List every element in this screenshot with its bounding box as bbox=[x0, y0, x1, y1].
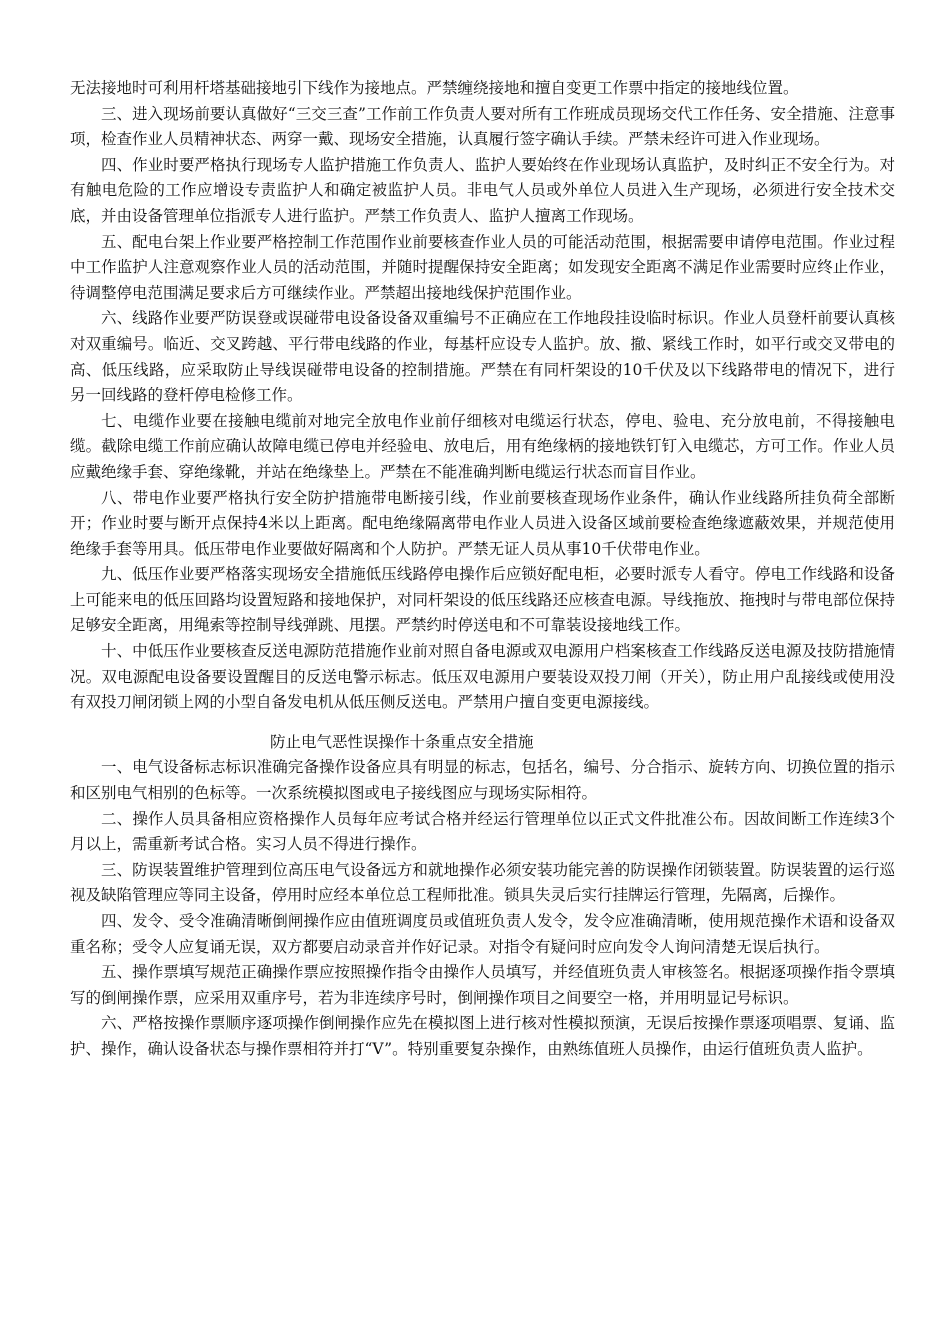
paragraph-measure-4: 四、作业时要严格执行现场专人监护措施工作负责人、监护人要始终在作业现场认真监护，及时纠正不安全行为。对有触电危险的工作应增设专责监护人和确定被监护人员。非电气人员或外单位人员进入生产现场，必须进行安全技术交底，并由设备管理单位指派专人进行监护。严禁工作负责人、监护人擅离工作现场。 bbox=[70, 155, 895, 225]
paragraph-operation-2: 二、操作人员具备相应资格操作人员每年应考试合格并经运行管理单位以正式文件批准公布。因故间断工作连续3个月以上，需重新考试合格。实习人员不得进行操作。 bbox=[70, 809, 895, 854]
document-page bbox=[70, 76, 895, 1063]
paragraph-measure-5: 五、配电台架上作业要严格控制工作范围作业前要核查作业人员的可能活动范围，根据需要申请停电范围。作业过程中工作监护人注意观察作业人员的活动范围，并随时提醒保持安全距离；如发现安全距离不满足作业需要时应终止作业，待调整停电范围满足要求后方可继续作业。严禁超出接地线保护范围作业。 bbox=[70, 232, 895, 302]
paragraph-operation-3: 三、防误装置维护管理到位高压电气设备远方和就地操作必须安装功能完善的防误操作闭锁装置。防误装置的运行巡视及缺陷管理应等同主设备，停用时应经本单位总工程师批准。锁具失灵后实行挂牌运行管理，先隔离，后操作。 bbox=[70, 860, 895, 905]
paragraph-measure-7: 七、电缆作业要在接触电缆前对地完全放电作业前仔细核对电缆运行状态，停电、验电、充分放电前，不得接触电缆。截除电缆工作前应确认故障电缆已停电并经验电、放电后，用有绝缘柄的接地铁钉钉入电缆芯，方可工作。作业人员应戴绝缘手套、穿绝缘靴，并站在绝缘垫上。严禁在不能准确判断电缆运行状态而盲目作业。 bbox=[70, 411, 895, 481]
paragraph-operation-5: 五、操作票填写规范正确操作票应按照操作指令由操作人员填写，并经值班负责人审核签名。根据逐项操作指令票填写的倒闸操作票，应采用双重序号，若为非连续序号时，倒闸操作项目之间要空一格，并用明显记号标识。 bbox=[70, 963, 895, 1007]
paragraph-measure-6: 六、线路作业要严防误登或误碰带电设备设备双重编号不正确应在工作地段挂设临时标识。作业人员登杆前要认真核对双重编号。临近、交叉跨越、平行带电线路的作业，每基杆应设专人监护。放、撤、紧线工作时，如平行或交叉带电的高、低压线路，应采取防止导线误碰带电设备的控制措施。严禁在有同杆架设的10千伏及以下线路带电的情况下，进行另一回线路的登杆停电检修工作。 bbox=[70, 309, 895, 405]
paragraph-measure-8: 八、带电作业要严格执行安全防护措施带电断接引线，作业前要核查现场作业条件，确认作业线路所挂负荷全部断开；作业时要与断开点保持4米以上距离。配电绝缘隔离带电作业人员进入设备区域前要检查绝缘遮蔽效果，并规范使用绝缘手套等用具。低压带电作业要做好隔离和个人防护。严禁无证人员从事10千伏带电作业。 bbox=[70, 488, 895, 558]
paragraph-operation-4: 四、发令、受令准确清晰倒闸操作应由值班调度员或值班负责人发令，发令应准确清晰，使用规范操作术语和设备双重名称；受令人应复诵无误，双方都要启动录音并作好记录。对指令有疑问时应向发令人询问清楚无误后执行。 bbox=[70, 912, 895, 956]
paragraph-operation-6: 六、严格按操作票顺序逐项操作倒闸操作应先在模拟图上进行核对性模拟预演，无误后按操作票逐项唱票、复诵、监护、操作，确认设备状态与操作票相符并打“V”。特别重要复杂操作，由熟练值班人员操作，由运行值班负责人监护。 bbox=[70, 1014, 895, 1058]
paragraph-measure-3: 三、进入现场前要认真做好“三交三查”工作前工作负责人要对所有工作班成员现场交代工作任务、安全措施、注意事项，检查作业人员精神状态、两穿一戴、现场安全措施，认真履行签字确认手续。严禁未经许可进入作业现场。 bbox=[70, 104, 895, 149]
paragraph-measure-9: 九、低压作业要严格落实现场安全措施低压线路停电操作后应锁好配电柜，必要时派专人看守。停电工作线路和设备上可能来电的低压回路均设置短路和接地保护，对同杆架设的低压线路还应核查电源。导线拖放、拖拽时与带电部位保持足够安全距离，用绳索等控制导线弹跳、甩摆。严禁约时停送电和不可靠装设接地线工作。 bbox=[70, 565, 895, 635]
paragraph-grounding-continued: 无法接地时可利用杆塔基础接地引下线作为接地点。严禁缠绕接地和擅自变更工作票中指定的接地线位置。 bbox=[70, 79, 799, 97]
paragraph-operation-1: 一、电气设备标志标识准确完备操作设备应具有明显的标志，包括名，编号、分合指示、旋转方向、切换位置的指示和区别电气相别的色标等。一次系统模拟图或电子接线图应与现场实际相符。 bbox=[70, 758, 895, 803]
paragraph-measure-10: 十、中低压作业要核查反送电源防范措施作业前对照自备电源或双电源用户档案核查工作线路反送电源及技防措施情况。双电源配电设备要设置醒目的反送电警示标志。低压双电源用户要装设双投刀闸（开关），防止用户乱接线或使用没有双投刀闸闭锁上网的小型自备发电机从低压侧反送电。严禁用户擅自变更电源接线。 bbox=[70, 642, 895, 712]
section-title: 防止电气恶性误操作十条重点安全措施 bbox=[270, 732, 534, 751]
